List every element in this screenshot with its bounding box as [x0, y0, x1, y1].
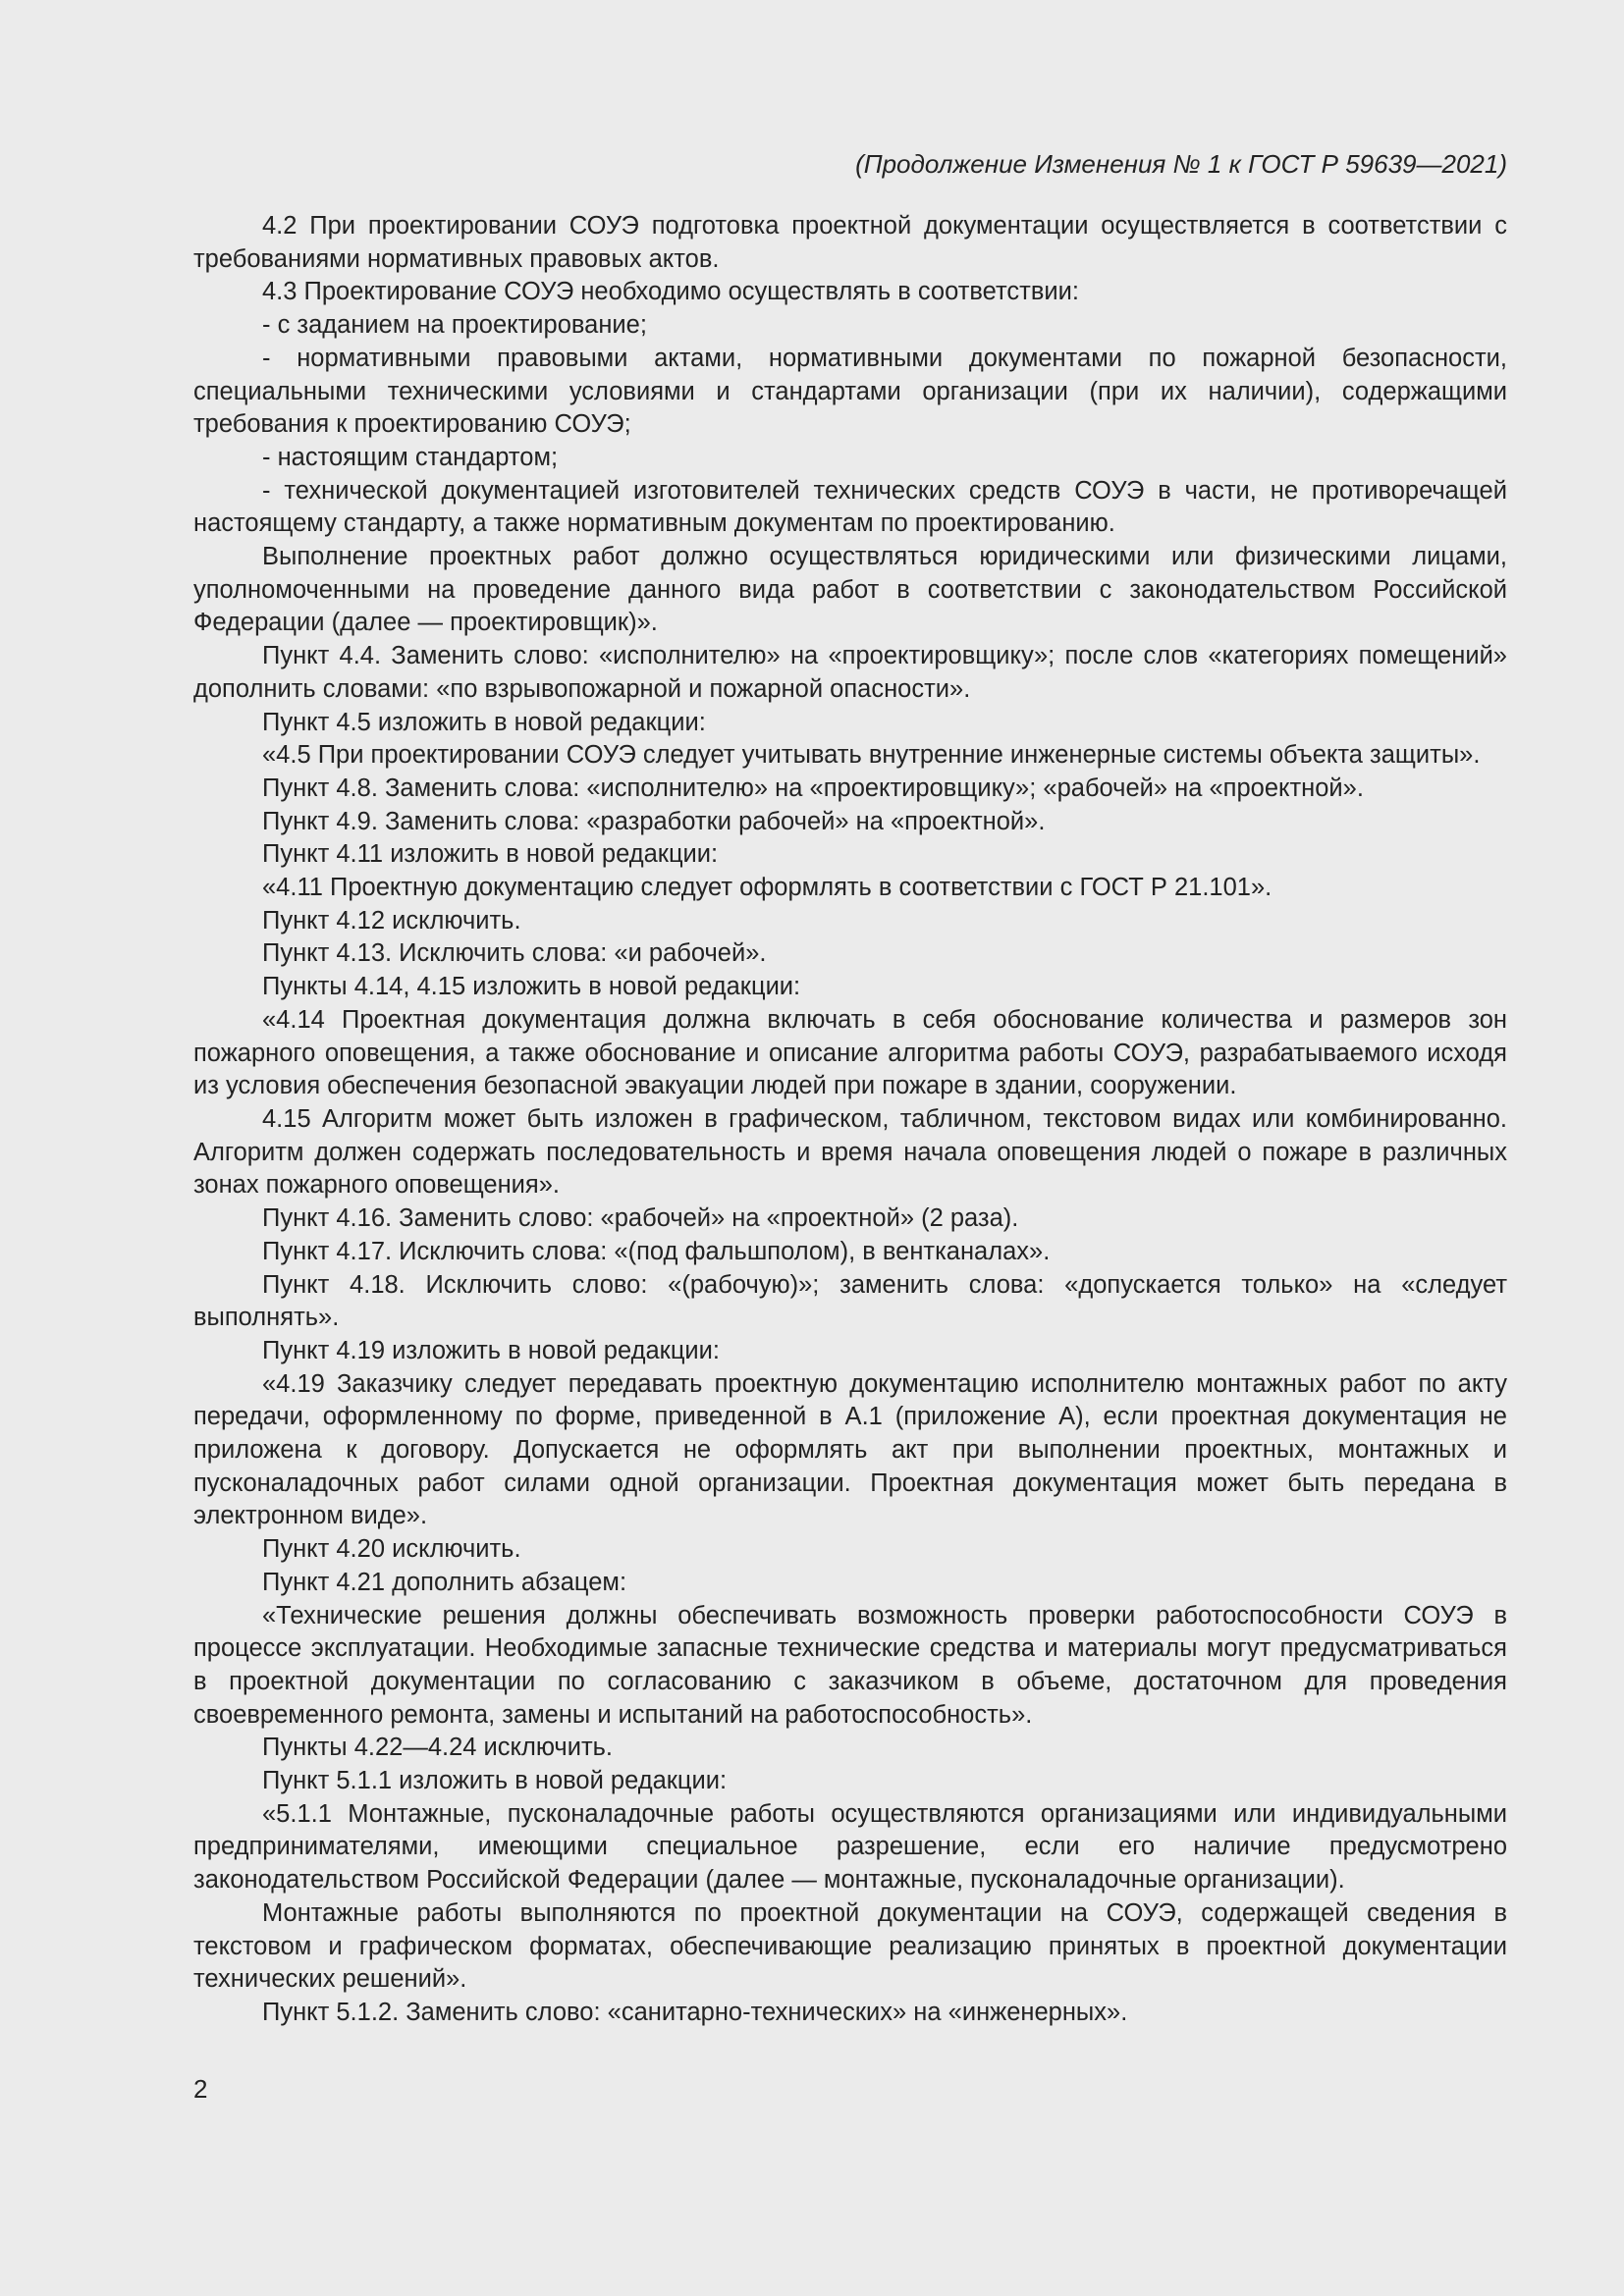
paragraph: «4.5 При проектировании СОУЭ следует учитывать внутренние инженерные системы объекта защиты».	[262, 741, 1481, 770]
paragraph: - технической документацией изготовителей технических средств СОУЭ в части, не противоречащей настоящему стандарту, а также нормативным документам по проектированию.	[193, 476, 1507, 538]
paragraph: Пункт 4.17. Исключить слова: «(под фальшполом), в вентканалах».	[262, 1237, 1051, 1265]
paragraph: Пункт 4.11 изложить в новой редакции:	[262, 840, 719, 869]
paragraph: «4.19 Заказчику следует передавать проектную документацию исполнителю монтажных работ по акту передачи, оформленному по форме, приведенной в А.1 (приложение А), если проектная документация не приложена к договору. Допускается не оформлять акт при выполнении проектных, монтажных и пусконаладочных работ силами одной организации. Проектная документация может быть передана в электронном виде».	[193, 1369, 1507, 1530]
paragraph: Пункт 4.18. Исключить слово: «(рабочую)»; заменить слова: «допускается только» на «следует выполнять».	[193, 1270, 1507, 1332]
paragraph: Пункт 4.9. Заменить слова: «разработки рабочей» на «проектной».	[262, 807, 1046, 835]
paragraph: Пункт 5.1.2. Заменить слово: «санитарно-технических» на «инженерных».	[262, 1998, 1128, 2026]
paragraph: - с заданием на проектирование;	[262, 311, 647, 340]
paragraph: Пункт 5.1.1 изложить в новой редакции:	[262, 1767, 728, 1795]
paragraph: Пункт 4.16. Заменить слово: «рабочей» на «проектной» (2 раза).	[262, 1204, 1019, 1233]
paragraph: Пункт 4.13. Исключить слова: «и рабочей».	[262, 939, 767, 968]
page-number: 2	[193, 2074, 208, 2104]
paragraph: Пункт 4.12 исключить.	[262, 906, 521, 934]
paragraph: - настоящим стандартом;	[262, 443, 559, 471]
paragraph: 4.15 Алгоритм может быть изложен в графическом, табличном, текстовом видах или комбинированно. Алгоритм должен содержать последовательность и время начала оповещения людей о пожаре в различных зонах пожарного оповещения».	[193, 1104, 1507, 1200]
paragraph: Пункт 4.19 изложить в новой редакции:	[262, 1336, 721, 1364]
paragraph: «4.11 Проектную документацию следует оформлять в соответствии с ГОСТ Р 21.101».	[262, 874, 1272, 902]
body-text	[193, 210, 1507, 2030]
paragraph: 4.3 Проектирование СОУЭ необходимо осуществлять в соответствии:	[262, 278, 1079, 306]
paragraph: Пункт 4.5 изложить в новой редакции:	[262, 708, 706, 736]
paragraph: Выполнение проектных работ должно осуществляться юридическими или физическими лицами, уполномоченными на проведение данного вида работ в соответствии с законодательством Российской Федерации (далее — проектировщик)».	[193, 543, 1507, 637]
paragraph: Монтажные работы выполняются по проектной документации на СОУЭ, содержащей сведения в текстовом и графическом форматах, обеспечивающие реализацию принятых в проектной документации технических решений».	[193, 1898, 1507, 1994]
running-header: (Продолжение Изменения № 1 к ГОСТ Р 59639—2021)	[855, 149, 1507, 179]
paragraph: 4.2 При проектировании СОУЭ подготовка проектной документации осуществляется в соответствии с требованиями нормативных правовых актов.	[193, 212, 1507, 273]
paragraph: «4.14 Проектная документация должна включать в себя обоснование количества и размеров зон пожарного оповещения, а также обоснование и описание алгоритма работы СОУЭ, разрабатываемого исходя из условия обеспечения безопасной эвакуации людей при пожаре в здании, сооружении.	[193, 1005, 1507, 1100]
paragraph: Пункт 4.8. Заменить слова: «исполнителю» на «проектировщику»; «рабочей» на «проектной».	[262, 774, 1364, 802]
paragraph: «Технические решения должны обеспечивать возможность проверки работоспособности СОУЭ в процессе эксплуатации. Необходимые запасные технические средства и материалы могут предусматриваться в проектной документации по согласованию с заказчиком в объеме, достаточном для проведения своевременного ремонта, замены и испытаний на работоспособность».	[193, 1601, 1507, 1729]
paragraph: «5.1.1 Монтажные, пусконаладочные работы осуществляются организациями или индивидуальными предпринимателями, имеющими специальное разрешение, если его наличие предусмотрено законодательством Российской Федерации (далее — монтажные, пусконаладочные организации).	[193, 1799, 1507, 1895]
paragraph: Пункт 4.4. Заменить слово: «исполнителю» на «проектировщику»; после слов «категориях помещений» дополнить словами: «по взрывопожарной и пожарной опасности».	[193, 642, 1507, 703]
paragraph: Пункт 4.20 исключить.	[262, 1535, 521, 1564]
paragraph: Пункт 4.21 дополнить абзацем:	[262, 1568, 627, 1596]
paragraph: Пункты 4.14, 4.15 изложить в новой редакции:	[262, 973, 801, 1001]
paragraph: Пункты 4.22—4.24 исключить.	[262, 1734, 613, 1762]
paragraph: - нормативными правовыми актами, нормативными документами по пожарной безопасности, специальными техническими условиями и стандартами организации (при их наличии), содержащими требования к проектированию СОУЭ;	[193, 344, 1507, 439]
